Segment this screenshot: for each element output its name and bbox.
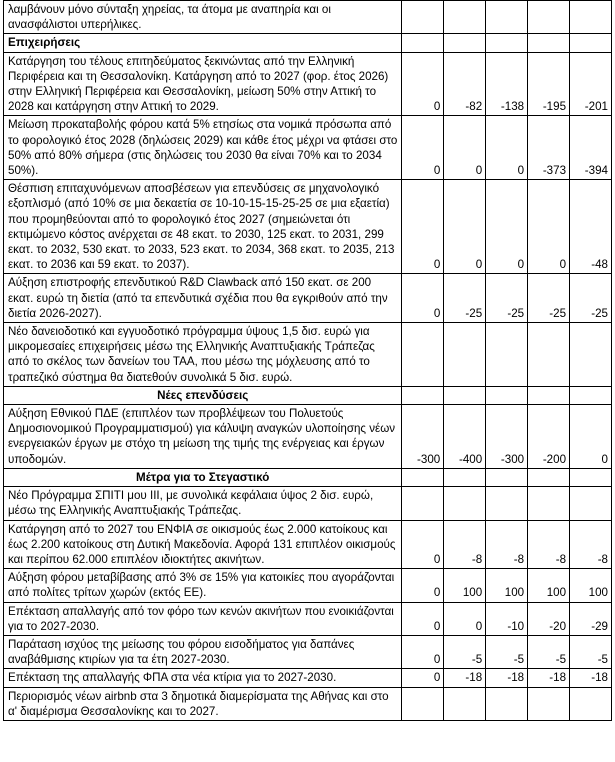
value-cell [486,687,528,720]
measure-description: Αύξηση επιστροφής επενδυτικού R&D Clawback από 150 εκατ. σε 200 εκατ. ευρώ τη διετία (από τα επενδυτικά σχέδια που θα εγκριθούν από την διετία 2026-2027). [4,274,402,323]
value-cell: 0 [486,116,528,180]
value-cell: -373 [528,116,570,180]
value-cell: 0 [444,116,486,180]
value-cell: -25 [570,274,612,323]
value-cell [444,323,486,387]
value-cell: -18 [444,669,486,687]
section-title: Επιχειρήσεις [4,34,402,52]
value-cell: 0 [402,274,444,323]
table-row [4,405,612,469]
value-cell [570,34,612,52]
measure-description: Επέκταση της απαλλαγής ΦΠΑ στα νέα κτίρια για το 2027-2030. [4,669,402,687]
value-cell [402,487,444,520]
table-row [4,323,612,387]
value-cell [570,1,612,34]
value-cell [528,468,570,486]
measure-description: Επέκταση απαλλαγής από τον φόρο των κενών ακινήτων που ενοικιάζονται για το 2027-2030. [4,602,402,635]
value-cell [444,34,486,52]
value-cell [444,386,486,404]
value-cell [444,687,486,720]
value-cell: -25 [486,274,528,323]
measure-description: Κατάργηση από το 2027 του ΕΝΦΙΑ σε οικισμούς έως 2.000 κατοίκους και έως 2.200 κατοίκους στη Δυτική Μακεδονία. Αφορά 131 επιπλέον οικισμούς και περίπου 62.000 επιπλέον ιδιοκτήτες ακινήτων. [4,520,402,569]
value-cell: -300 [402,405,444,469]
value-cell [528,687,570,720]
measure-description: Νέο Πρόγραμμα ΣΠΙΤΙ μου ΙΙΙ, με συνολικά κεφάλαια ύψος 2 δισ. ευρώ, μέσω της Ελληνικής Αναπτυξιακής Τράπεζας. [4,487,402,520]
value-cell: -394 [570,116,612,180]
value-cell [570,323,612,387]
value-cell: 0 [402,180,444,274]
measure-description: λαμβάνουν μόνο σύνταξη χηρείας, τα άτομα με αναπηρία και οι ανασφάλιστοι υπερήλικες. [4,1,402,34]
section-header-row [4,386,612,404]
value-cell: 100 [444,569,486,602]
value-cell: -25 [528,274,570,323]
value-cell: 0 [402,520,444,569]
value-cell: 0 [402,635,444,668]
value-cell [528,323,570,387]
value-cell: -8 [570,520,612,569]
value-cell [570,386,612,404]
measure-description: Αύξηση φόρου μεταβίβασης από 3% σε 15% για κατοικίες που αγοράζονται από πολίτες τρίτων χωρών (εκτός ΕΕ). [4,569,402,602]
value-cell: -201 [570,52,612,116]
value-cell [402,468,444,486]
value-cell: -29 [570,602,612,635]
value-cell: -200 [528,405,570,469]
table-row [4,116,612,180]
value-cell [570,468,612,486]
value-cell [486,323,528,387]
measure-description: Περιορισμός νέων airbnb στα 3 δημοτικά διαμερίσματα της Αθήνας και στο α' διαμέρισμα Θεσσαλονίκης και το 2027. [4,687,402,720]
value-cell: 0 [570,405,612,469]
value-cell [402,1,444,34]
value-cell: -18 [570,669,612,687]
value-cell: -8 [528,520,570,569]
value-cell: 0 [528,180,570,274]
value-cell: -138 [486,52,528,116]
value-cell [570,687,612,720]
value-cell: -5 [444,635,486,668]
value-cell: -8 [486,520,528,569]
table-row [4,669,612,687]
measure-description: Μείωση προκαταβολής φόρου κατά 5% ετησίως στα νομικά πρόσωπα από το φορολογικό έτος 2028 (δηλώσεις 2029) και κάθε έτος μέχρι να φτάσει στο 50% από 80% σήμερα (στις δηλώσεις του 2030 θα είναι 70% και το 2034 50%). [4,116,402,180]
measure-description: Κατάργηση του τέλους επιτηδεύματος ξεκινώντας από την Ελληνική Περιφέρεια και τη Θεσσαλονίκη. Κατάργηση από το 2027 (φορ. έτος 2026) στην Ελληνική Περιφέρεια και Θεσσαλονίκη, μείωση 50% στην Αττική το 2028 και κατάργηση στην Αττική το 2029. [4,52,402,116]
section-title: Νέες επενδύσεις [4,386,402,404]
value-cell [402,323,444,387]
value-cell: 0 [402,669,444,687]
value-cell: -195 [528,52,570,116]
value-cell: 0 [444,180,486,274]
value-cell: 0 [402,569,444,602]
section-header-row [4,34,612,52]
value-cell: 100 [528,569,570,602]
value-cell: -400 [444,405,486,469]
table-row [4,635,612,668]
value-cell [402,34,444,52]
table-body [4,1,612,721]
table-row [4,602,612,635]
value-cell [444,468,486,486]
value-cell: -18 [486,669,528,687]
value-cell: 100 [486,569,528,602]
value-cell [486,34,528,52]
value-cell: -82 [444,52,486,116]
value-cell [486,468,528,486]
value-cell: 0 [486,180,528,274]
value-cell [528,386,570,404]
section-header-row [4,468,612,486]
table-row [4,487,612,520]
value-cell: -8 [444,520,486,569]
value-cell: 100 [570,569,612,602]
value-cell [528,1,570,34]
value-cell: -48 [570,180,612,274]
table-row [4,569,612,602]
value-cell: -5 [486,635,528,668]
fiscal-measures-table [3,0,612,721]
value-cell [486,386,528,404]
value-cell: -25 [444,274,486,323]
value-cell [444,487,486,520]
value-cell [570,487,612,520]
value-cell [528,487,570,520]
table-row [4,687,612,720]
value-cell: 0 [402,116,444,180]
value-cell [486,1,528,34]
value-cell [402,386,444,404]
value-cell: 0 [444,602,486,635]
value-cell: -18 [528,669,570,687]
value-cell: 0 [402,602,444,635]
measure-description: Νέο δανειοδοτικό και εγγυοδοτικό πρόγραμμα ύψους 1,5 δισ. ευρώ για μικρομεσαίες επιχειρήσεις μέσω της Ελληνικής Αναπτυξιακής Τράπεζας από το σκέλος των δανείων του ΤΑΑ, που μέσω της μόχλευσης από το τραπεζικό σύστημα θα διατεθούν συνολικά 5 δισ. ευρώ. [4,323,402,387]
value-cell: -5 [570,635,612,668]
measure-description: Θέσπιση επιταχυνόμενων αποσβέσεων για επενδύσεις σε μηχανολογικό εξοπλισμό (από 10% σε μια δεκαετία σε 10-10-15-15-25-25 σε μια εξαετία) που προμηθεύονται από το φορολογικό έτος 2027 (σημειώνεται ότι εκτιμώμενο κόστος ανέρχεται σε 48 εκατ. το 2030, 125 εκατ. το 2031, 299 εκατ. το 2032, 530 εκατ. το 2033, 523 εκατ. το 2034, 368 εκατ. το 2035, 213 εκατ. το 2036 και 59 εκατ. το 2037). [4,180,402,274]
table-row [4,180,612,274]
value-cell: -5 [528,635,570,668]
measure-description: Αύξηση Εθνικού ΠΔΕ (επιπλέον των προβλέψεων του Πολυετούς Δημοσιονομικού Προγραμματισμού) για κάλυψη αναγκών υλοποίησης νέων ενεργειακών έργων με στόχο τη μείωση της τιμής της ενέργειας και έργων υποδομών. [4,405,402,469]
value-cell [444,1,486,34]
value-cell: -10 [486,602,528,635]
table-row [4,52,612,116]
measure-description: Παράταση ισχύος της μείωσης του φόρου εισοδήματος για δαπάνες αναβάθμισης κτιρίων για τα έτη 2027-2030. [4,635,402,668]
table-row [4,274,612,323]
table-row [4,520,612,569]
value-cell: 0 [402,52,444,116]
table-row [4,1,612,34]
section-title: Μέτρα για το Στεγαστικό [4,468,402,486]
value-cell: -20 [528,602,570,635]
value-cell [402,687,444,720]
value-cell [528,34,570,52]
value-cell [486,487,528,520]
value-cell: -300 [486,405,528,469]
